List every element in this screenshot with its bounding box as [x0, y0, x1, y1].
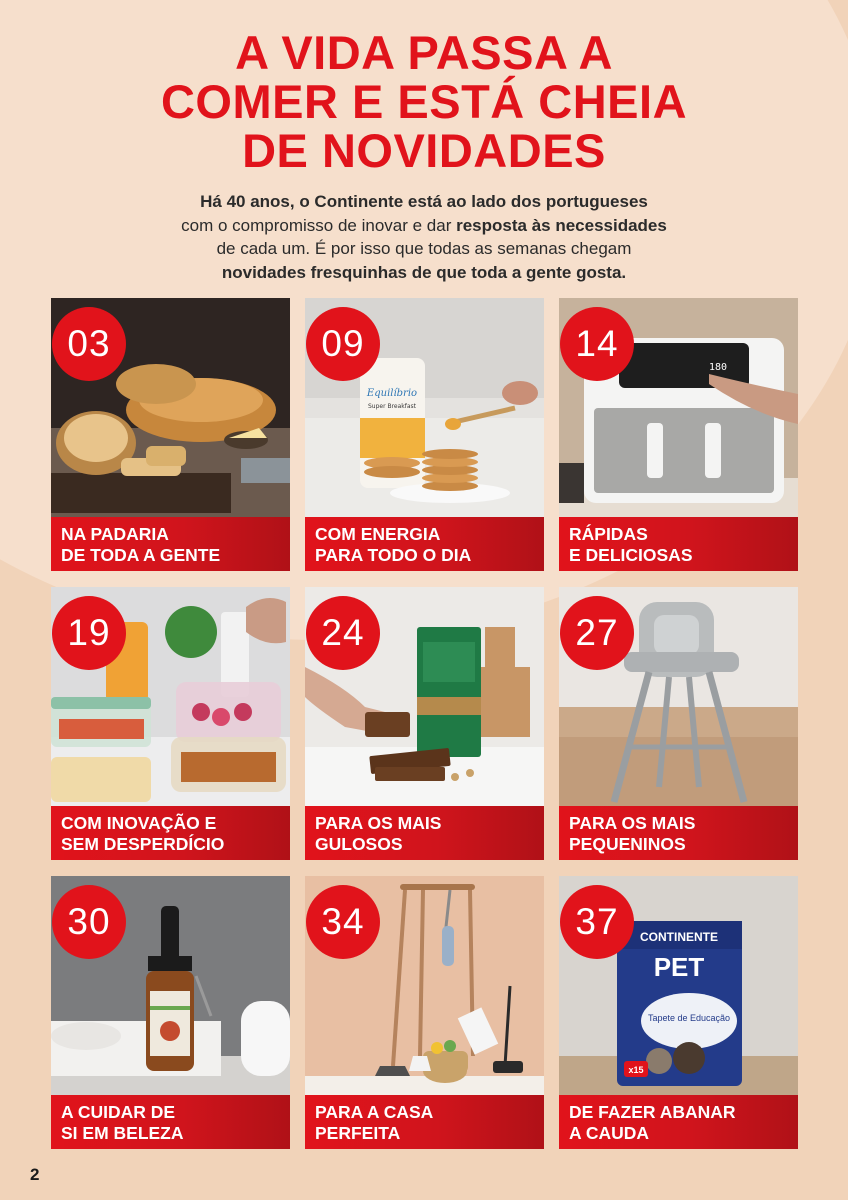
tile-label-line-1: NA PADARIA — [61, 524, 169, 544]
tile-label — [559, 806, 798, 860]
tile-label — [305, 806, 544, 860]
tile-label-line-2: DE TODA A GENTE — [61, 545, 221, 565]
tile-casa[interactable] — [305, 876, 544, 1149]
page-badge: 24 — [306, 596, 380, 670]
tile-gulosos[interactable] — [305, 587, 544, 860]
pet-count-text: x15 — [628, 1065, 644, 1075]
tile-label-line-2: PEQUENINOS — [569, 834, 686, 854]
tile-label — [305, 517, 544, 571]
tile-padaria[interactable] — [51, 298, 290, 571]
tile-label — [559, 1095, 798, 1149]
page-badge: 34 — [306, 885, 380, 959]
cereal-sub-text: Super Breakfast — [367, 403, 417, 410]
tile-pequeninos[interactable] — [559, 587, 798, 860]
tile-label-line-1: A CUIDAR DE — [61, 1102, 176, 1122]
tile-beleza[interactable] — [51, 876, 290, 1149]
tile-label-line-2: E DELICIOSAS — [569, 545, 693, 565]
intro-line-2b: resposta às necessidades — [456, 215, 667, 235]
tile-label — [51, 1095, 290, 1149]
tile-label — [559, 517, 798, 571]
tile-label-line-1: PARA OS MAIS — [315, 813, 442, 833]
tile-label-line-2: GULOSOS — [315, 834, 403, 854]
fryer-display-text: 180 — [709, 362, 728, 373]
tile-label — [305, 1095, 544, 1149]
intro-paragraph — [0, 190, 848, 284]
cereal-brand-text: Equilíbrio — [366, 388, 418, 399]
intro-line-2a: com o compromisso de inovar e dar — [181, 215, 457, 235]
tile-label-line-1: DE FAZER ABANAR — [569, 1102, 736, 1122]
tile-label — [51, 806, 290, 860]
tile-label-line-2: SI EM BELEZA — [61, 1123, 184, 1143]
page-title — [0, 28, 848, 175]
tile-inovacao[interactable] — [51, 587, 290, 860]
tile-label-line-2: PARA TODO O DIA — [315, 545, 472, 565]
page-badge: 37 — [560, 885, 634, 959]
tile-label — [51, 517, 290, 571]
tile-cauda[interactable] — [559, 876, 798, 1149]
tile-energia[interactable] — [305, 298, 544, 571]
page-number: 2 — [30, 1165, 40, 1184]
tile-label-line-1: RÁPIDAS — [569, 524, 648, 544]
intro-line-4: novidades fresquinhas de que toda a gente gosta. — [221, 262, 627, 282]
tile-rapidas[interactable] — [559, 298, 798, 571]
tile-label-line-1: PARA OS MAIS — [569, 813, 696, 833]
tile-label-line-1: COM ENERGIA — [315, 524, 441, 544]
intro-line-3: de cada um. É por isso que todas as semanas chegam — [216, 239, 632, 258]
page-badge: 09 — [306, 307, 380, 381]
tile-label-line-2: SEM DESPERDÍCIO — [61, 834, 225, 854]
intro-line-1: Há 40 anos, o Continente está ao lado dos portugueses — [200, 192, 648, 211]
tile-label-line-2: A CAUDA — [569, 1123, 650, 1143]
pet-product-text: Tapete de Educação — [647, 1013, 731, 1023]
page-badge: 27 — [560, 596, 634, 670]
page-badge: 30 — [52, 885, 126, 959]
page-badge: 19 — [52, 596, 126, 670]
page-badge: 14 — [560, 307, 634, 381]
page-badge: 03 — [52, 307, 126, 381]
title-line-2: COMER E ESTÁ CHEIA — [160, 75, 688, 128]
tile-label-line-2: PERFEITA — [315, 1123, 401, 1143]
title-line-3: DE NOVIDADES — [242, 124, 606, 177]
title-line-1: A VIDA PASSA A — [235, 26, 613, 79]
pet-brand-text: CONTINENTE — [640, 930, 718, 944]
tile-label-line-1: COM INOVAÇÃO E — [61, 813, 217, 833]
tile-label-line-1: PARA A CASA — [315, 1102, 434, 1122]
pet-logo-text: PET — [653, 952, 705, 982]
